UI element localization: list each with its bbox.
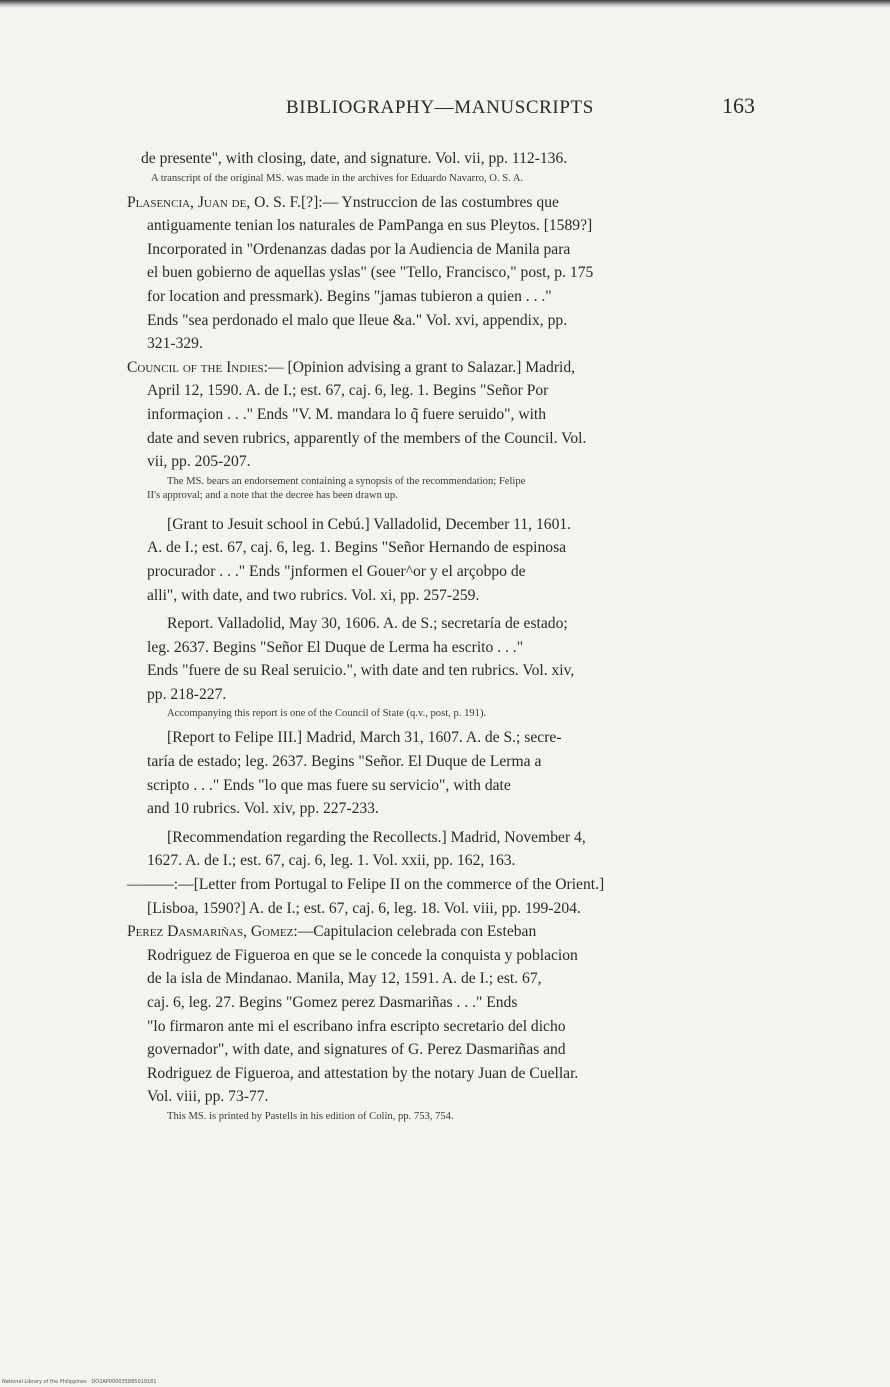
text-line: [Recommendation regarding the Recollects.] Madrid, November 4,	[167, 828, 586, 846]
text-line: date and seven rubrics, apparently of the members of the Council. Vol.	[147, 429, 587, 447]
text-line: A. de I.; est. 67, caj. 6, leg. 1. Begins "Señor Hernando de espinosa	[147, 539, 567, 557]
text-line: de la isla de Mindanao. Manila, May 12, 1591. A. de I.; est. 67,	[147, 970, 542, 988]
text-line: alli", with date, and two rubrics. Vol. xi, pp. 257-259.	[147, 586, 480, 604]
text-line: antiguamente tenian los naturales de PamPanga en sus Pleytos. [1589?]	[147, 217, 593, 235]
footnote: This MS. is printed by Pastells in his edition of Colin, pp. 753, 754.	[167, 1110, 454, 1122]
text-line: caj. 6, leg. 27. Begins "Gomez perez Dasmariñas . . ." Ends	[147, 994, 518, 1011]
text-line: [Report to Felipe III.] Madrid, March 31, 1607. A. de S.; secre-	[167, 729, 562, 747]
entry-council-of-the-indies	[127, 356, 767, 380]
text-line: el buen gobierno de aquellas yslas" (see "Tello, Francisco," post, p. 175	[147, 264, 594, 282]
entry-perez-dasmarinas	[127, 920, 767, 944]
text-line: vii, pp. 205-207.	[147, 453, 251, 471]
entry-author: Plasencia, Juan de,	[127, 193, 251, 211]
scan-footer: National Library of the Philippines · DO2AP000035885019181	[2, 1379, 157, 1385]
text-line: taría de estado; leg. 2637. Begins "Señor. El Duque de Lerma a	[147, 753, 542, 771]
text-line: de presente", with closing, date, and signature. Vol. vii, pp. 112-136.	[141, 150, 568, 167]
footnote: Accompanying this report is one of the Council of State (q.v., post, p. 191).	[167, 708, 487, 720]
text-line: for location and pressmark). Begins "jamas tubieron a quien . . ."	[147, 287, 552, 305]
text-line: ———:—[Letter from Portugal to Felipe II on the commerce of the Orient.]	[127, 876, 605, 894]
text-line: Ends "sea perdonado el malo que lleue &a." Vol. xvi, appendix, pp.	[147, 311, 568, 329]
entry-author: Perez Dasmariñas, Gomez:	[127, 923, 298, 941]
text-line: O. S. F.[?]:— Ynstruccion de las costumbres que	[250, 193, 559, 211]
entry-author: Council of the Indies:	[127, 358, 269, 376]
text-line: Rodriguez de Figueroa en que se le concede la conquista y poblacion	[147, 946, 578, 964]
text-line: Ends "fuere de su Real seruicio.", with date and ten rubrics. Vol. xiv,	[147, 662, 575, 680]
text-line: Rodriguez de Figueroa, and attestation by the notary Juan de Cuellar.	[147, 1064, 579, 1082]
text-line: leg. 2637. Begins "Señor El Duque de Lerma ha escrito . . ."	[147, 638, 524, 656]
footnote: A transcript of the original MS. was made in the archives for Eduardo Navarro, O. S. A.	[151, 172, 524, 184]
text-line: Incorporated in "Ordenanzas dadas por la Audiencia de Manila para	[147, 240, 571, 258]
text-line: governador", with date, and signatures of G. Perez Dasmariñas and	[147, 1041, 566, 1059]
page-number: 163	[722, 93, 755, 118]
entry-plasencia	[127, 191, 767, 215]
text-line: scripto . . ." Ends "lo que mas fuere su servicio", with date	[147, 776, 511, 794]
text-line: — [Opinion advising a grant to Salazar.] Madrid,	[268, 358, 576, 376]
text-line: 321-329.	[147, 335, 203, 353]
text-line: —Capitulacion celebrada con Esteban	[297, 923, 537, 941]
running-title: BIBLIOGRAPHY—MANUSCRIPTS	[286, 97, 594, 118]
text-line: April 12, 1590. A. de I.; est. 67, caj. 6, leg. 1. Begins "Señor Por	[147, 382, 549, 400]
text-line: "lo firmaron ante mi el escribano infra escripto secretario del dicho	[147, 1017, 566, 1035]
text-line: and 10 rubrics. Vol. xiv, pp. 227-233.	[147, 800, 379, 818]
text-line: Report. Valladolid, May 30, 1606. A. de S.; secretaría de estado;	[167, 615, 568, 633]
text-line: 1627. A. de I.; est. 67, caj. 6, leg. 1. Vol. xxii, pp. 162, 163.	[147, 852, 516, 870]
footnote: II's approval; and a note that the decree has been drawn up.	[147, 489, 398, 501]
text-line: [Lisboa, 1590?] A. de I.; est. 67, caj. 6, leg. 18. Vol. viii, pp. 199-204.	[147, 899, 581, 917]
page-body	[127, 147, 767, 1129]
text-line: informaçion . . ." Ends "V. M. mandara lo q̃ fuere seruido", with	[147, 405, 547, 423]
text-line: Vol. viii, pp. 73-77.	[147, 1088, 269, 1106]
text-line: procurador . . ." Ends "jnformen el Gouer^or y el arçobpo de	[147, 562, 526, 580]
text-line: [Grant to Jesuit school in Cebú.] Valladolid, December 11, 1601.	[167, 515, 572, 533]
text-line: pp. 218-227.	[147, 685, 227, 703]
footnote: The MS. bears an endorsement containing a synopsis of the recommendation; Felipe	[167, 475, 526, 487]
